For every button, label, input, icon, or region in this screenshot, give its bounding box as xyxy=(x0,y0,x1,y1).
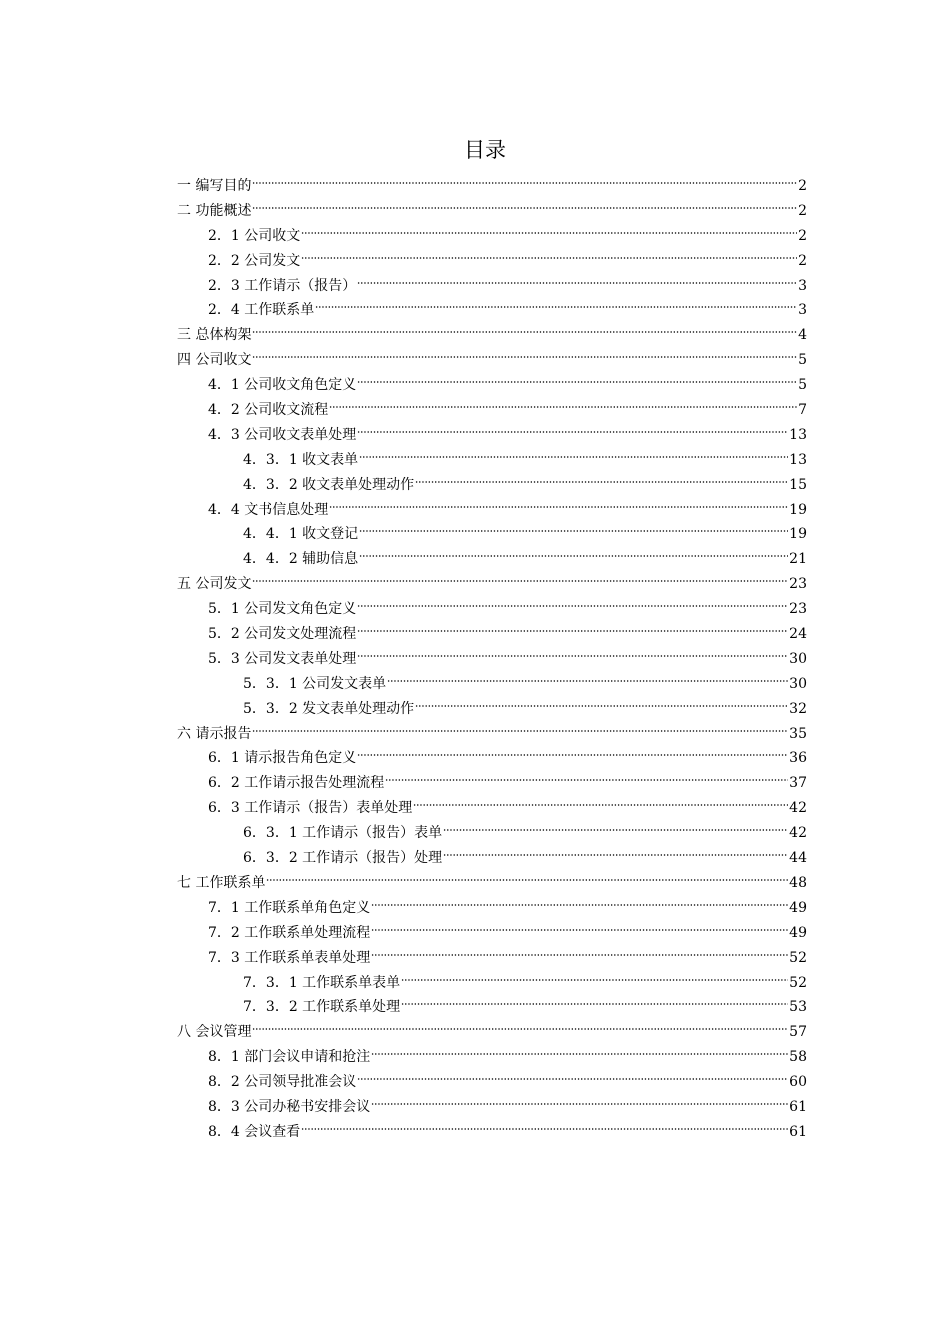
toc-entry-label: 4．2 公司收文流程 xyxy=(208,402,329,419)
toc-dot-leader xyxy=(329,404,797,410)
toc-entry-label: 5．3．1 公司发文表单 xyxy=(243,675,387,692)
toc-entry[interactable] xyxy=(177,498,807,523)
toc-entry[interactable] xyxy=(177,174,807,199)
toc-entry-label: 7．3．2 工作联系单处理 xyxy=(243,999,401,1016)
toc-entry-label: 六 请示报告 xyxy=(177,725,252,742)
toc-page-number: 52 xyxy=(789,949,807,966)
toc-title: 目录 xyxy=(464,138,506,162)
toc-entry[interactable] xyxy=(177,921,807,946)
toc-entry-label: 三 总体构架 xyxy=(177,327,252,344)
toc-entry-label: 2．4 工作联系单 xyxy=(208,302,315,319)
toc-entry-label: 5．2 公司发文处理流程 xyxy=(208,626,357,643)
toc-entry[interactable] xyxy=(177,995,807,1020)
toc-entry[interactable] xyxy=(177,448,807,473)
toc-page-number: 49 xyxy=(789,899,807,916)
toc-dot-leader xyxy=(301,230,797,236)
toc-entry-label: 8．4 会议查看 xyxy=(208,1123,301,1140)
toc-dot-leader xyxy=(357,752,788,758)
toc-entry-label: 4．3．2 收文表单处理动作 xyxy=(243,476,415,493)
toc-page-number: 21 xyxy=(789,551,807,568)
toc-entry[interactable] xyxy=(177,1070,807,1095)
toc-entry[interactable] xyxy=(177,746,807,771)
toc-page-number: 60 xyxy=(789,1074,807,1091)
toc-entry-label: 2．3 工作请示（报告） xyxy=(208,277,357,294)
toc-entry[interactable] xyxy=(177,697,807,722)
toc-dot-leader xyxy=(415,703,788,709)
toc-entry[interactable] xyxy=(177,323,807,348)
toc-entry[interactable] xyxy=(177,1020,807,1045)
toc-page-number: 24 xyxy=(789,626,807,643)
toc-dot-leader xyxy=(371,927,788,933)
toc-dot-leader xyxy=(359,528,788,534)
toc-entry[interactable] xyxy=(177,398,807,423)
toc-entry[interactable] xyxy=(177,597,807,622)
toc-dot-leader xyxy=(357,280,797,286)
toc-page-number: 13 xyxy=(789,426,807,443)
toc-page-number: 61 xyxy=(789,1098,807,1115)
toc-entry-label: 4．3 公司收文表单处理 xyxy=(208,426,357,443)
toc-entry[interactable] xyxy=(177,672,807,697)
toc-page-number: 44 xyxy=(789,850,807,867)
toc-entry-label: 一 编写目的 xyxy=(177,178,252,194)
toc-dot-leader xyxy=(413,802,788,808)
table-of-contents xyxy=(177,174,807,1145)
toc-entry[interactable] xyxy=(177,1120,807,1145)
toc-page-number: 2 xyxy=(798,252,807,269)
toc-page-number: 36 xyxy=(789,750,807,767)
toc-entry-label: 7．2 工作联系单处理流程 xyxy=(208,924,371,941)
toc-entry[interactable] xyxy=(177,522,807,547)
toc-dot-leader xyxy=(357,379,797,385)
toc-dot-leader xyxy=(443,827,788,833)
toc-entry[interactable] xyxy=(177,896,807,921)
toc-entry-label: 6．1 请示报告角色定义 xyxy=(208,750,357,767)
toc-entry[interactable] xyxy=(177,298,807,323)
toc-page-number: 2 xyxy=(798,227,807,244)
toc-dot-leader xyxy=(252,578,788,584)
toc-page-number: 15 xyxy=(789,476,807,493)
toc-page-number: 30 xyxy=(789,650,807,667)
toc-dot-leader xyxy=(387,678,788,684)
toc-dot-leader xyxy=(371,1051,788,1057)
toc-page-number: 19 xyxy=(789,526,807,543)
toc-dot-leader xyxy=(252,329,797,335)
toc-entry-label: 7．3 工作联系单表单处理 xyxy=(208,949,371,966)
toc-dot-leader xyxy=(252,1026,788,1032)
toc-entry-label: 6．3 工作请示（报告）表单处理 xyxy=(208,800,413,817)
toc-entry-label: 6．3．2 工作请示（报告）处理 xyxy=(243,850,443,867)
toc-page-number: 5 xyxy=(798,352,807,369)
toc-dot-leader xyxy=(301,1126,788,1132)
toc-dot-leader xyxy=(301,255,797,261)
toc-page-number: 35 xyxy=(789,725,807,742)
toc-page-number: 49 xyxy=(789,924,807,941)
toc-entry-label: 八 会议管理 xyxy=(177,1024,252,1041)
toc-page-number: 32 xyxy=(789,700,807,717)
toc-dot-leader xyxy=(252,728,788,734)
toc-page-number: 30 xyxy=(789,675,807,692)
toc-entry-label: 4．4．1 收文登记 xyxy=(243,526,359,543)
toc-dot-leader xyxy=(357,1076,788,1082)
toc-entry-label: 4．3．1 收文表单 xyxy=(243,451,359,468)
toc-entry-label: 七 工作联系单 xyxy=(177,874,266,891)
toc-page-number: 5 xyxy=(798,377,807,394)
toc-page-number: 3 xyxy=(798,277,807,294)
toc-entry-label: 7．1 工作联系单角色定义 xyxy=(208,899,371,916)
toc-page-number: 58 xyxy=(789,1049,807,1066)
toc-page-number: 57 xyxy=(789,1024,807,1041)
toc-page-number: 23 xyxy=(789,601,807,618)
toc-entry-label: 6．2 工作请示报告处理流程 xyxy=(208,775,385,792)
toc-page-number: 2 xyxy=(798,178,807,194)
toc-entry[interactable] xyxy=(177,547,807,572)
toc-page-number: 61 xyxy=(789,1123,807,1140)
toc-entry[interactable] xyxy=(177,224,807,249)
toc-dot-leader xyxy=(357,429,788,435)
toc-dot-leader xyxy=(371,902,788,908)
toc-entry[interactable] xyxy=(177,1045,807,1070)
toc-dot-leader xyxy=(357,653,788,659)
toc-page-number: 37 xyxy=(789,775,807,792)
toc-dot-leader xyxy=(359,454,788,460)
toc-dot-leader xyxy=(315,304,797,310)
toc-entry[interactable] xyxy=(177,946,807,971)
toc-entry-label: 6．3．1 工作请示（报告）表单 xyxy=(243,825,443,842)
toc-page-number: 19 xyxy=(789,501,807,518)
toc-page-number: 42 xyxy=(789,825,807,842)
toc-dot-leader xyxy=(357,603,788,609)
toc-entry[interactable] xyxy=(177,722,807,747)
toc-dot-leader xyxy=(371,952,788,958)
toc-entry[interactable] xyxy=(177,199,807,224)
toc-page-number: 42 xyxy=(789,800,807,817)
toc-entry[interactable] xyxy=(177,423,807,448)
toc-page-number: 53 xyxy=(789,999,807,1016)
toc-entry[interactable] xyxy=(177,821,807,846)
toc-dot-leader xyxy=(401,977,788,983)
toc-entry[interactable] xyxy=(177,796,807,821)
toc-entry-label: 4．4 文书信息处理 xyxy=(208,501,329,518)
toc-dot-leader xyxy=(401,1001,788,1007)
toc-entry[interactable] xyxy=(177,971,807,996)
toc-entry[interactable] xyxy=(177,846,807,871)
toc-dot-leader xyxy=(252,180,797,186)
toc-entry-label: 2．1 公司收文 xyxy=(208,227,301,244)
toc-dot-leader xyxy=(252,354,797,360)
toc-entry-label: 5．3．2 发文表单处理动作 xyxy=(243,700,415,717)
toc-entry[interactable] xyxy=(177,572,807,597)
toc-entry-label: 8．2 公司领导批准会议 xyxy=(208,1074,357,1091)
toc-entry-label: 4．1 公司收文角色定义 xyxy=(208,377,357,394)
toc-dot-leader xyxy=(415,479,788,485)
toc-entry[interactable] xyxy=(177,771,807,796)
toc-dot-leader xyxy=(357,628,788,634)
toc-dot-leader xyxy=(359,553,788,559)
toc-entry[interactable] xyxy=(177,274,807,299)
toc-entry[interactable] xyxy=(177,1095,807,1120)
toc-entry[interactable] xyxy=(177,871,807,896)
toc-entry-label: 8．1 部门会议申请和抢注 xyxy=(208,1049,371,1066)
toc-entry-label: 8．3 公司办秘书安排会议 xyxy=(208,1098,371,1115)
toc-page-number: 23 xyxy=(789,576,807,593)
toc-dot-leader xyxy=(443,852,788,858)
toc-entry-label: 2．2 公司发文 xyxy=(208,252,301,269)
toc-dot-leader xyxy=(266,877,788,883)
toc-entry[interactable] xyxy=(177,647,807,672)
toc-page-number: 4 xyxy=(798,327,807,344)
toc-page-number: 3 xyxy=(798,302,807,319)
toc-entry-label: 五 公司发文 xyxy=(177,576,252,593)
toc-entry-label: 7．3．1 工作联系单表单 xyxy=(243,974,401,991)
toc-page-number: 13 xyxy=(789,451,807,468)
toc-entry-label: 四 公司收文 xyxy=(177,352,252,369)
toc-entry-label: 4．4．2 辅助信息 xyxy=(243,551,359,568)
toc-dot-leader xyxy=(385,777,788,783)
toc-entry[interactable] xyxy=(177,622,807,647)
toc-page-number: 48 xyxy=(789,874,807,891)
toc-entry-label: 5．3 公司发文表单处理 xyxy=(208,650,357,667)
toc-entry-label: 二 功能概述 xyxy=(177,202,252,219)
toc-page-number: 2 xyxy=(798,202,807,219)
toc-entry-label: 5．1 公司发文角色定义 xyxy=(208,601,357,618)
toc-dot-leader xyxy=(329,504,788,510)
toc-entry[interactable] xyxy=(177,473,807,498)
toc-page-number: 7 xyxy=(798,402,807,419)
toc-dot-leader xyxy=(371,1101,788,1107)
toc-entry[interactable] xyxy=(177,249,807,274)
toc-dot-leader xyxy=(252,205,797,211)
toc-entry[interactable] xyxy=(177,373,807,398)
toc-page-number: 52 xyxy=(789,974,807,991)
toc-entry[interactable] xyxy=(177,348,807,373)
